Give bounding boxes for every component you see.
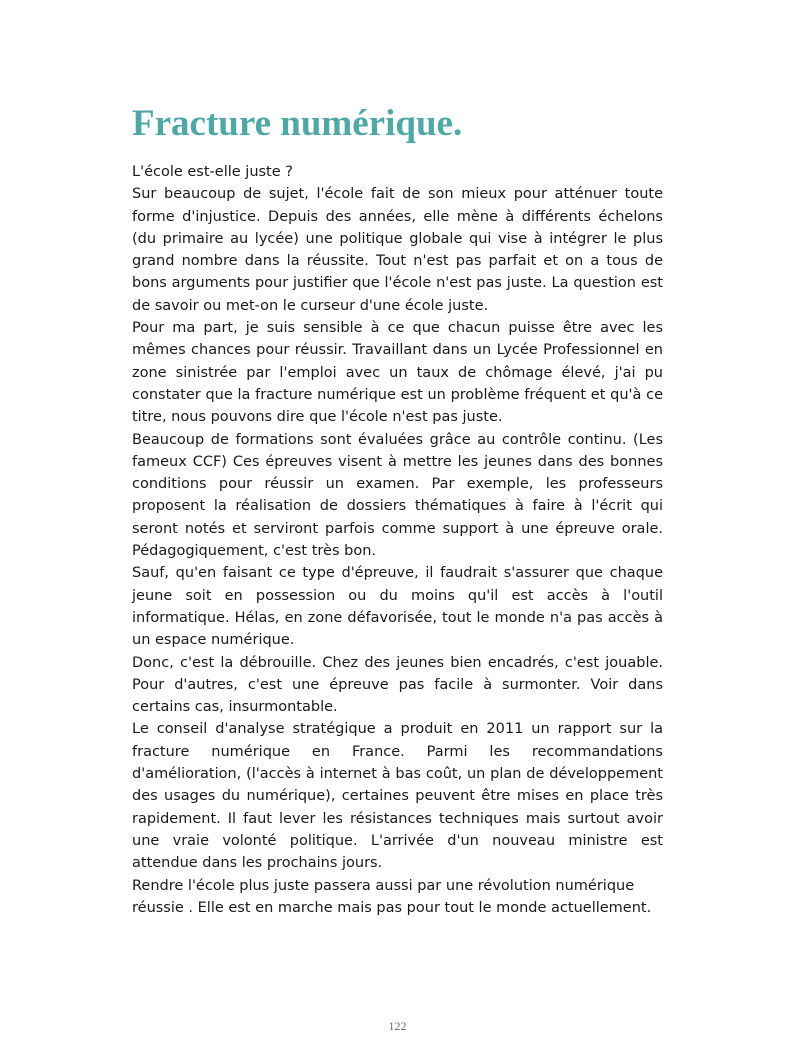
paragraph-access-issue: Sauf, qu'en faisant ce type d'épreuve, il faudrait s'assurer que chaque jeune soit en possession ou du moins qu'il est accès à l'outil informatique. Hélas, en zone défavorisée, tout le monde n'a pas accès à un espace numérique.	[132, 565, 663, 649]
page-title: Fracture numérique.	[132, 103, 463, 144]
paragraph-intro: Sur beaucoup de sujet, l'école fait de son mieux pour atténuer toute forme d'injustice. Depuis des années, elle mène à différents échelons (du primaire au lycée) une politique globale qui vise à intégrer le plus grand nombre dans la réussite. Tout n'est pas parfait et on a tous de bons arguments pour justifier que l'école n'est pas juste. La question est de savoir ou met-on le curseur d'une école juste.	[132, 186, 663, 314]
paragraph-continuous-assessment: Beaucoup de formations sont évaluées grâce au contrôle continu. (Les fameux CCF) Ces épreuves visent à mettre les jeunes dans des bonnes conditions pour réussir un examen. Par exemple, les professeurs proposent la réalisation de dossiers thématiques à faire à l'écrit qui seront notés et serviront parfois comme support à une épreuve orale. Pédagogiquement, c'est très bon.	[132, 431, 663, 560]
paragraph-conclusion: Rendre l'école plus juste passera aussi par une révolution numérique réussie . Elle est en marche mais pas pour tout le monde actuellement.	[132, 877, 652, 916]
paragraph-question: L'école est-elle juste ?	[132, 164, 293, 180]
paragraph-report: Le conseil d'analyse stratégique a produit en 2011 un rapport sur la fracture numérique en France. Parmi les recommandations d'amélioration, (l'accès à internet à bas coût, un plan de développement des usages du numérique), certaines peuvent être mises en place très rapidement. Il faut lever les résistances techniques mais surtout avoir une vraie volonté politique. L'arrivée d'un nouveau ministre est attendue dans les prochains jours.	[132, 721, 663, 872]
paragraph-personal-view: Pour ma part, je suis sensible à ce que chacun puisse être avec les mêmes chances pour réussir. Travaillant dans un Lycée Professionnel en zone sinistrée par l'emploi avec un taux de chômage élevé, j'ai pu constater que la fracture numérique est un problème fréquent et qu'à ce titre, nous pouvons dire que l'école n'est pas juste.	[132, 320, 663, 426]
article-body	[132, 161, 663, 919]
page-number: 122	[388, 1019, 407, 1033]
paragraph-coping: Donc, c'est la débrouille. Chez des jeunes bien encadrés, c'est jouable. Pour d'autres, c'est une épreuve pas facile à surmonter. Voir dans certains cas, insurmontable.	[132, 654, 663, 716]
